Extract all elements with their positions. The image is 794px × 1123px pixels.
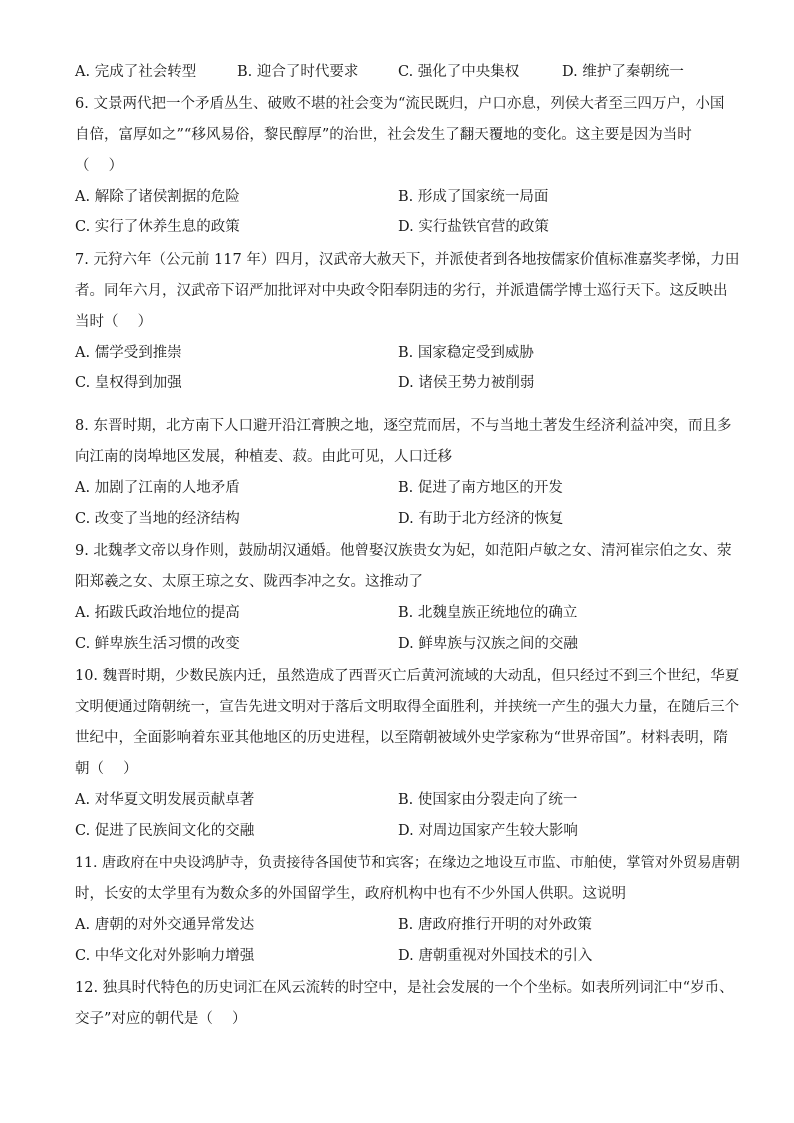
q9-stem-line-1: 9. 北魏孝文帝以身作则，鼓励胡汉通婚。他曾娶汉族贵女为妃，如范阳卢敏之女、清河崔宗伯之女、荥	[75, 543, 732, 559]
q7-stem-line-1: 7. 元狩六年（公元前 117 年）四月，汉武帝大赦天下，并派使者到各地按儒家价值标准嘉奖孝悌，力田	[75, 252, 740, 268]
q7-option-b: B. 国家稳定受到威胁	[398, 345, 534, 361]
q7-stem-line-2: 者。同年六月，汉武帝下诏严加批评对中央政令阳奉阴违的劣行，并派遣儒学博士巡行天下。这反映出	[75, 283, 728, 299]
q8-option-c: C. 改变了当地的经济结构	[75, 511, 240, 527]
q11-stem-line-1: 11. 唐政府在中央设鸿胪寺，负责接待各国使节和宾客；在缘边之地设互市监、市舶使，掌管对外贸易唐朝	[75, 855, 740, 871]
q5-option-c: C. 强化了中央集权	[398, 64, 520, 80]
q6-option-c: C. 实行了休养生息的政策	[75, 219, 240, 235]
q10-option-c: C. 促进了民族间文化的交融	[75, 823, 255, 839]
q9-option-a: A. 拓跋氏政治地位的提高	[75, 605, 240, 621]
q12-stem-line-1: 12. 独具时代特色的历史词汇在风云流转的时空中，是社会发展的一个个坐标。如表所列词汇中“岁币、	[75, 980, 734, 996]
q9-option-c: C. 鲜卑族生活习惯的改变	[75, 636, 240, 652]
q11-option-a: A. 唐朝的对外交通异常发达	[75, 917, 255, 933]
q11-option-b: B. 唐政府推行开明的对外政策	[398, 917, 592, 933]
q10-stem-line-4: 朝（ ）	[75, 761, 138, 777]
q7-option-d: D. 诸侯王势力被削弱	[398, 375, 535, 391]
q7-option-c: C. 皇权得到加强	[75, 375, 182, 391]
q6-stem-line-2: 自倍，富厚如之”“移风易俗，黎民醇厚”的治世，社会发生了翻天覆地的变化。这主要是因为当时	[75, 127, 692, 143]
q10-stem-line-1: 10. 魏晋时期，少数民族内迁，虽然造成了西晋灭亡后黄河流域的大动乱，但只经过不到三个世纪，华夏	[75, 668, 740, 684]
q11-option-c: C. 中华文化对外影响力增强	[75, 948, 255, 964]
q8-option-b: B. 促进了南方地区的开发	[398, 480, 563, 496]
q7-option-a: A. 儒学受到推崇	[75, 345, 182, 361]
q10-option-a: A. 对华夏文明发展贡献卓著	[75, 792, 255, 808]
q6-option-d: D. 实行盐铁官营的政策	[398, 219, 549, 235]
q8-option-d: D. 有助于北方经济的恢复	[398, 511, 564, 527]
q8-stem-line-2: 向江南的岗埠地区发展，种植麦、菽。由此可见，人口迁移	[75, 449, 452, 465]
q6-option-b: B. 形成了国家统一局面	[398, 189, 549, 205]
q10-option-d: D. 对周边国家产生较大影响	[398, 823, 578, 839]
q9-stem-line-2: 阳郑羲之女、太原王琼之女、陇西李冲之女。这推动了	[75, 574, 423, 590]
q11-option-d: D. 唐朝重视对外国技术的引入	[398, 948, 593, 964]
q7-stem-line-3: 当时（ ）	[75, 314, 153, 330]
q6-stem-line-1: 6. 文景两代把一个矛盾丛生、破败不堪的社会变为“流民既归，户口亦息，列侯大者至三四万户，小国	[75, 96, 725, 112]
q9-option-b: B. 北魏皇族正统地位的确立	[398, 605, 578, 621]
q10-stem-line-2: 文明便通过隋朝统一，宣告先进文明对于落后文明取得全面胜利，并挟统一产生的强大力量，在随后三个	[75, 699, 740, 715]
q10-stem-line-3: 世纪中，全面影响着东亚其他地区的历史进程，以至隋朝被域外史学家称为“世界帝国”。材料表明，隋	[75, 730, 728, 746]
q6-stem-line-3: （ ）	[75, 158, 124, 174]
q5-option-a: A. 完成了社会转型	[75, 64, 197, 80]
q12-stem-line-2: 交子”对应的朝代是（ ）	[75, 1011, 247, 1027]
q5-option-b: B. 迎合了时代要求	[237, 64, 359, 80]
q10-option-b: B. 使国家由分裂走向了统一	[398, 792, 578, 808]
q11-stem-line-2: 时，长安的太学里有为数众多的外国留学生，政府机构中也有不少外国人供职。这说明	[75, 886, 626, 902]
q5-option-d: D. 维护了秦朝统一	[562, 64, 684, 80]
q8-option-a: A. 加剧了江南的人地矛盾	[75, 480, 240, 496]
q8-stem-line-1: 8. 东晋时期，北方南下人口避开沿江膏腴之地，逐空荒而居，不与当地土著发生经济利益冲突，而且多	[75, 418, 732, 434]
q6-option-a: A. 解除了诸侯割据的危险	[75, 189, 240, 205]
q9-option-d: D. 鲜卑族与汉族之间的交融	[398, 636, 578, 652]
